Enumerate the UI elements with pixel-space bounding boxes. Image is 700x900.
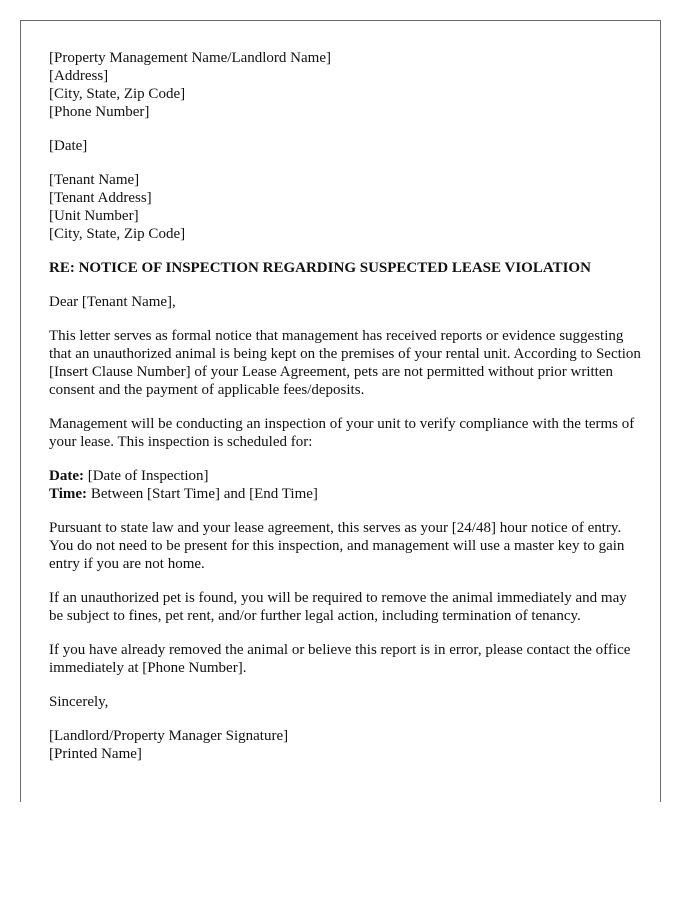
recipient-name: [Tenant Name] [49,172,140,188]
schedule-block [49,467,641,503]
signature-block [49,727,641,763]
schedule-date [49,467,641,485]
letter-page [20,20,661,802]
letter-date: [Date] [49,138,88,154]
sender-city-state-zip: [City, State, Zip Code] [49,86,186,102]
schedule-time-label: Time: [49,486,88,502]
paragraph-entry-notice: Pursuant to state law and your lease agreement, this serves as your [24/48] hour notice of entry. You do not need to be present for this inspection, and management will use a master key to gain entry if you are not home. [49,520,625,572]
sender-address: [Address] [49,68,109,84]
sender-name: [Property Management Name/Landlord Name] [49,50,331,66]
paragraph-contact: If you have already removed the animal or believe this report is in error, please contact the office immediately at [Phone Number]. [49,642,631,676]
signature-line: [Landlord/Property Manager Signature] [49,728,289,744]
paragraph-consequences: If an unauthorized pet is found, you will be required to remove the animal immediately and may be subject to fines, pet rent, and/or further legal action, including termination of tenancy. [49,590,627,624]
paragraph-inspection: Management will be conducting an inspection of your unit to verify compliance with the terms of your lease. This inspection is scheduled for: [49,416,635,450]
salutation: Dear [Tenant Name], [49,294,176,310]
paragraph-notice: This letter serves as formal notice that management has received reports or evidence suggesting that an unauthorized animal is being kept on the premises of your rental unit. According to Section [Insert Clause Number] of your Lease Agreement, pets are not permitted without prior written consent and the payment of applicable fees/deposits. [49,328,641,398]
recipient-block [49,171,641,243]
sender-phone: [Phone Number] [49,104,150,120]
subject-line: RE: NOTICE OF INSPECTION REGARDING SUSPECTED LEASE VIOLATION [49,260,591,276]
recipient-address: [Tenant Address] [49,190,152,206]
sender-block [49,49,641,121]
closing: Sincerely, [49,694,109,710]
schedule-date-label: Date: [49,468,84,484]
schedule-time [49,485,641,503]
date-block [49,137,641,155]
recipient-city-state-zip: [City, State, Zip Code] [49,226,186,242]
letter-body [49,49,641,779]
schedule-date-value: [Date of Inspection] [83,468,209,484]
printed-name: [Printed Name] [49,746,142,762]
recipient-unit: [Unit Number] [49,208,139,224]
schedule-time-value: Between [Start Time] and [End Time] [87,486,318,502]
